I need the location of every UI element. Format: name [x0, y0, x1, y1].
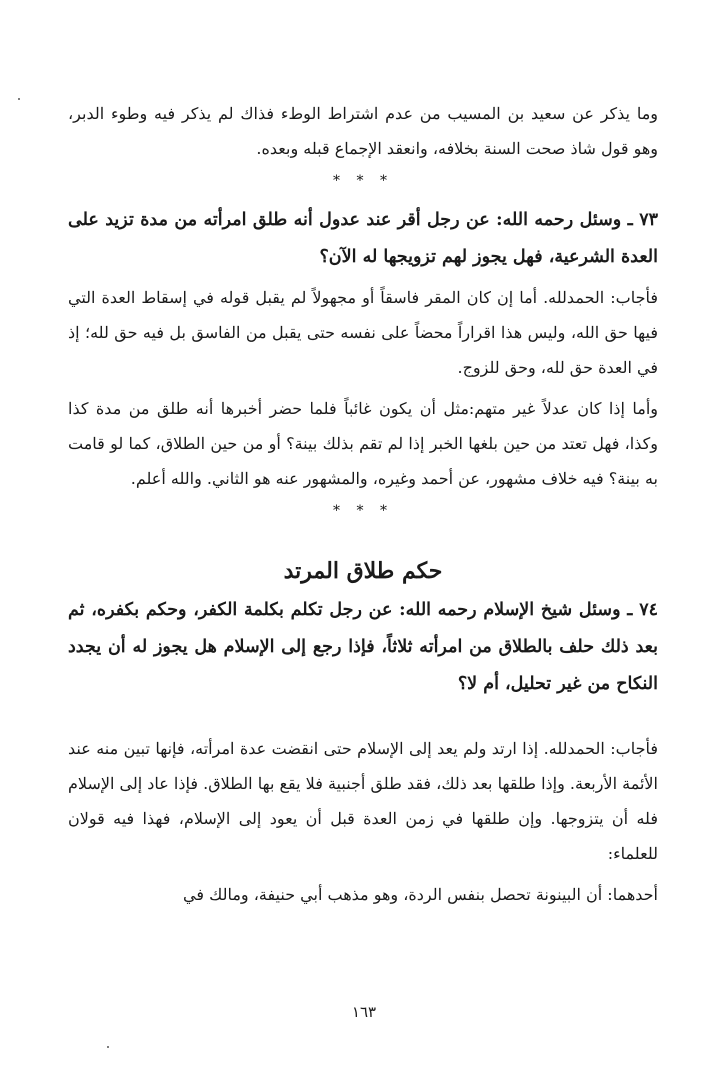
page-number: ١٦٣ — [351, 1003, 377, 1021]
question-73: ٧٣ ـ وسئل رحمه الله: عن رجل أقر عند عدول أنه طلق امرأته من مدة تزيد على العدة الشرعية، فهل يجوز لهم تزويجها له الآن؟ — [68, 210, 658, 267]
scan-speck — [18, 98, 20, 100]
answer-74-part-1: فأجاب: الحمدلله. إذا ارتد ولم يعد إلى الإسلام حتى انقضت عدة امرأته، فإنها تبين منه عند الأئمة الأربعة. وإذا طلقها بعد ذلك، فقد طلق أجنبية فلا يقع بها الطلاق. فإذا عاد إلى الإسلام فله أن يتزوجها. وإن طلقها في زمن العدة قبل أن يعود إلى الإسلام، فهذا فيه قولان للعلماء: — [68, 739, 658, 863]
scan-speck — [107, 1046, 109, 1048]
answer-74-part-2: أحدهما: أن البينونة تحصل بنفس الردة، وهو مذهب أبي حنيفة، ومالك في — [183, 885, 658, 904]
answer-73-part-2: وأما إذا كان عدلاً غير متهم:مثل أن يكون غائباً فلما حضر أخبرها أنه طلق من مدة كذا وكذا، فهل تعتد من حين بلغها الخبر إذا لم تقم بذلك بينة؟ أو من حين الطلاق، كما لو قامت به بينة؟ فيه خلاف مشهور، عن أحمد وغيره، والمشهور عنه هو الثاني. والله أعلم. — [68, 399, 658, 488]
page-body — [68, 96, 658, 912]
question-74: ٧٤ ـ وسئل شيخ الإسلام رحمه الله: عن رجل تكلم بكلمة الكفر، وحكم بكفره، ثم بعد ذلك حلف بالطلاق من امرأته ثلاثاً، فإذا رجع إلى الإسلام هل يجوز له أن يجدد النكاح من غير تحليل، أم لا؟ — [68, 600, 658, 694]
section-heading: حكم طلاق المرتد — [283, 558, 443, 584]
section-separator-stars: * * * — [333, 173, 393, 189]
answer-73-part-1: فأجاب: الحمدلله. أما إن كان المقر فاسقاً أو مجهولاً لم يقبل قوله في إسقاط العدة التي فيها حق الله، وليس هذا اقراراً محضاً على نفسه حتى يقبل من الفاسق بل فيه حق لله؛ إذ في العدة حق لله، وحق للزوج. — [68, 288, 658, 377]
paragraph-intro: وما يذكر عن سعيد بن المسيب من عدم اشتراط الوطء فذاك لم يذكر فيه وطوء الدبر، وهو قول شاذ صحت السنة بخلافه، وانعقد الإجماع قبله وبعده. — [68, 104, 659, 158]
section-separator-stars: * * * — [333, 503, 393, 519]
